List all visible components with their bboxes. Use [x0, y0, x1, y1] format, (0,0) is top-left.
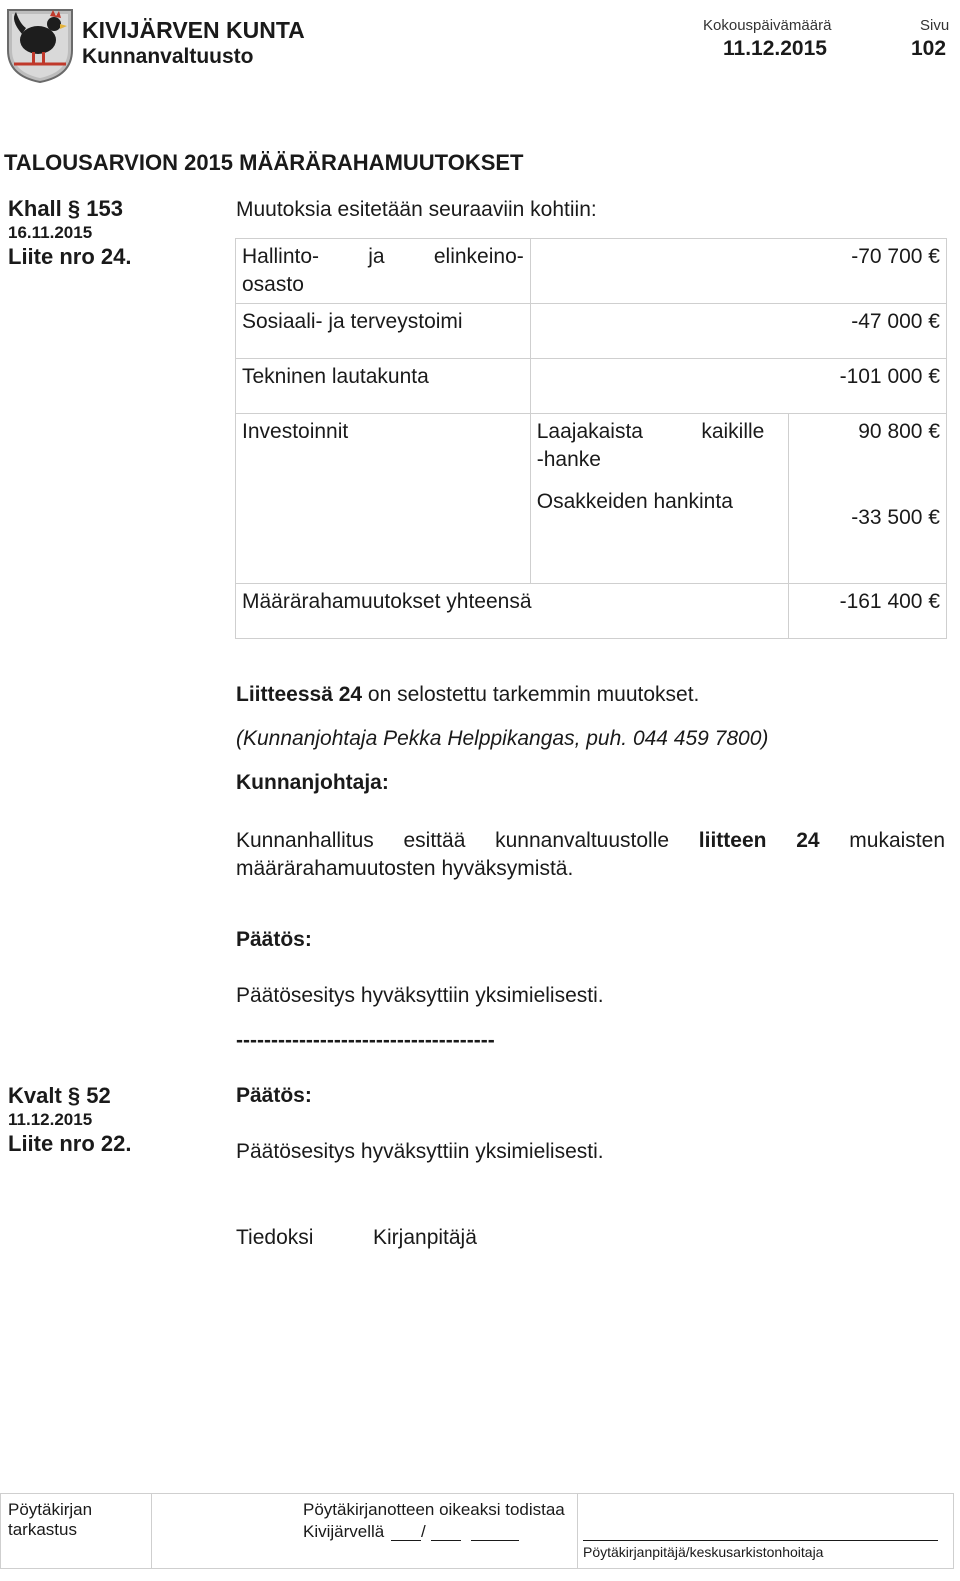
- table-row: [236, 359, 947, 414]
- footer-certify-box: [151, 1494, 578, 1568]
- signature-footer: [0, 1493, 954, 1569]
- khall-date: 16.11.2015: [8, 223, 93, 242]
- table-cell-label: Tekninen lautakunta: [236, 359, 531, 414]
- footer-signer-title: Pöytäkirjanpitäjä/keskusarkistonhoitaja: [583, 1544, 824, 1560]
- municipality-coat-of-arms-icon: [4, 6, 76, 84]
- table-cell-amount: -70 700 €: [530, 239, 946, 304]
- khall-attachment: Liite nro 24.: [8, 244, 132, 269]
- table-cell-amounts: 90 800 € -33 500 €: [788, 414, 946, 584]
- table-cell-amount: -161 400 €: [788, 584, 946, 639]
- attachment-note: Liitteessä 24 on selostettu tarkemmin muutokset.: [236, 683, 700, 706]
- kvalt-date: 11.12.2015: [8, 1110, 93, 1129]
- intro-text: Muutoksia esitetään seuraaviin kohtiin:: [236, 198, 597, 221]
- footer-month-blank: [431, 1540, 461, 1541]
- footer-day-blank: [391, 1540, 421, 1541]
- table-cell-label: Määrärahamuutokset yhteensä: [236, 584, 789, 639]
- kvalt-attachment: Liite nro 22.: [8, 1131, 132, 1156]
- organization-body: Kunnanvaltuusto: [82, 45, 254, 68]
- table-cell-amount: -101 000 €: [530, 359, 946, 414]
- council-decision-label: Päätös:: [236, 1084, 312, 1107]
- contact-person: (Kunnanjohtaja Pekka Helppikangas, puh. 044 459 7800): [236, 727, 769, 750]
- table-row: [236, 304, 947, 359]
- kvalt-reference: [8, 1082, 131, 1158]
- footer-signature-line: [583, 1540, 938, 1541]
- proposal-text: Kunnanhallitus esittää kunnanvaltuustolle liitteen 24 mukaisten määrärahamuutosten hyväksymistä.: [236, 829, 946, 880]
- separator-line: -------------------------------------: [236, 1029, 495, 1052]
- table-row: [236, 414, 947, 584]
- table-row: [236, 584, 947, 639]
- table-cell-label: Hallinto- ja elinkeino- osasto: [236, 239, 531, 304]
- page-label: Sivu: [920, 17, 950, 34]
- footer-check-label: Pöytäkirjan tarkastus: [8, 1500, 93, 1539]
- table-cell-label: Investoinnit: [236, 414, 531, 584]
- footer-check-box: [1, 1494, 152, 1568]
- meeting-date-label: Kokouspäivämäärä: [703, 17, 832, 34]
- table-cell-subitems: Laajakaista kaikille -hanke Osakkeiden hankinta: [530, 414, 788, 584]
- kvalt-section: Kvalt § 52: [8, 1083, 111, 1108]
- footer-certify-label: Pöytäkirjanotteen oikeaksi todistaa: [303, 1500, 565, 1519]
- distribution-recipient: Kirjanpitäjä: [373, 1226, 477, 1249]
- footer-place: Kivijärvellä: [303, 1522, 385, 1541]
- page-number: 102: [911, 37, 947, 60]
- proposer-label: Kunnanjohtaja:: [236, 771, 389, 794]
- decision-text: Päätösesitys hyväksyttiin yksimielisesti.: [236, 984, 604, 1007]
- table-cell-label: Sosiaali- ja terveystoimi: [236, 304, 531, 359]
- table-row: [236, 239, 947, 304]
- budget-changes-table: [235, 238, 947, 639]
- page-title: TALOUSARVION 2015 MÄÄRÄRAHAMUUTOKSET: [4, 150, 524, 175]
- organization-name: KIVIJÄRVEN KUNTA: [82, 17, 305, 43]
- distribution-label: Tiedoksi: [236, 1226, 314, 1249]
- footer-date-slash: /: [421, 1522, 426, 1541]
- table-cell-amount: -47 000 €: [530, 304, 946, 359]
- council-decision-text: Päätösesitys hyväksyttiin yksimielisesti.: [236, 1140, 604, 1163]
- footer-year-blank: [471, 1540, 519, 1541]
- meeting-date: 11.12.2015: [723, 37, 827, 60]
- decision-label: Päätös:: [236, 928, 312, 951]
- khall-reference: [8, 195, 131, 271]
- khall-section: Khall § 153: [8, 196, 123, 221]
